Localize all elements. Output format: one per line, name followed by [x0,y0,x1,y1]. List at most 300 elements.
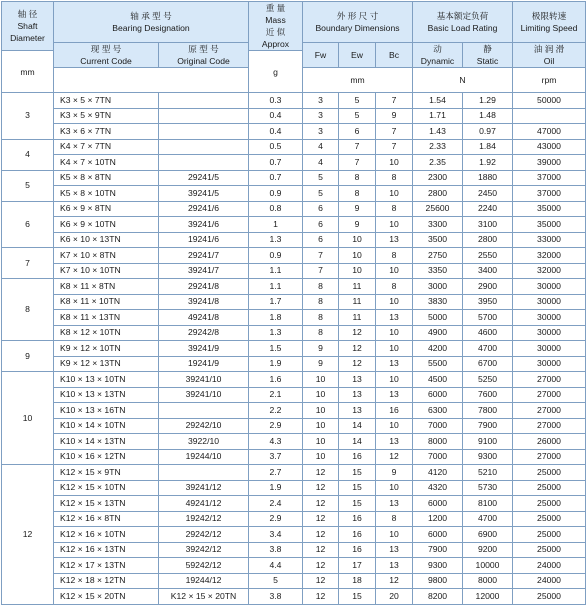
original-code-cell: 39241/10 [159,372,249,388]
mass-cell: 0.8 [249,201,303,217]
speed-cell: 39000 [513,155,586,171]
fw-cell: 7 [303,248,339,264]
current-code-cell: K12 × 17 × 13TN [54,558,159,574]
bc-cell: 10 [376,418,413,434]
mass-cell: 2.1 [249,387,303,403]
shaft-cell: 10 [2,372,54,465]
static-cell: 4700 [463,341,513,357]
fw-cell: 4 [303,139,339,155]
fw-cell: 10 [303,387,339,403]
speed-header-zh: 极限转速 [531,11,567,21]
speed-header-en: Limiting Speed [520,23,578,33]
dynamic-cell: 2300 [413,170,463,186]
table-row [2,341,586,357]
table-row [2,542,586,558]
static-cell: 9100 [463,434,513,450]
ew-cell: 11 [339,279,376,295]
current-code-cell: K12 × 15 × 13TN [54,496,159,512]
static-cell: 3950 [463,294,513,310]
fw-cell: 10 [303,403,339,419]
dynamic-cell: 7900 [413,542,463,558]
speed-cell: 27000 [513,372,586,388]
fw-cell: 5 [303,186,339,202]
static-cell: 10000 [463,558,513,574]
static-cell: 2900 [463,279,513,295]
current-code-cell: K6 × 9 × 10TN [54,217,159,233]
current-code-cell: K6 × 9 × 8TN [54,201,159,217]
static-cell: 2450 [463,186,513,202]
bc-cell: 13 [376,387,413,403]
speed-cell: 27000 [513,449,586,465]
table-row [2,170,586,186]
designation-unit [54,68,249,93]
static-cell: 2240 [463,201,513,217]
ew-cell: 9 [339,201,376,217]
speed-cell: 30000 [513,279,586,295]
mass-cell: 4.4 [249,558,303,574]
bc-cell: 8 [376,201,413,217]
speed-header [513,2,586,43]
speed-cell: 37000 [513,170,586,186]
original-code-cell: 19244/12 [159,573,249,589]
fw-cell: 8 [303,294,339,310]
current-code-cell: K9 × 12 × 13TN [54,356,159,372]
speed-cell: 30000 [513,356,586,372]
bc-cell: 8 [376,279,413,295]
dynamic-cell: 1.43 [413,124,463,140]
current-code-cell: K4 × 7 × 7TN [54,139,159,155]
boundary-header [303,2,413,43]
fw-cell: 7 [303,263,339,279]
bc-cell: 8 [376,248,413,264]
original-code-cell: 39241/10 [159,387,249,403]
dynamic-cell: 3500 [413,232,463,248]
current-code-cell: K12 × 16 × 8TN [54,511,159,527]
ew-cell: 8 [339,170,376,186]
current-code-cell: K5 × 8 × 10TN [54,186,159,202]
shaft-cell: 8 [2,279,54,341]
table-row [2,372,586,388]
mass-cell: 1.1 [249,263,303,279]
speed-cell: 25000 [513,589,586,605]
shaft-header-en2: Diameter [10,33,45,43]
fw-cell: 12 [303,589,339,605]
speed-cell: 25000 [513,542,586,558]
fw-cell: 12 [303,465,339,481]
static-cell: 1880 [463,170,513,186]
mass-cell: 1.9 [249,480,303,496]
bc-cell: 16 [376,403,413,419]
current-code-cell: K7 × 10 × 10TN [54,263,159,279]
mass-cell: 4.3 [249,434,303,450]
bc-cell: 7 [376,124,413,140]
speed-cell: 35000 [513,201,586,217]
ew-cell: 5 [339,93,376,109]
original-code-cell: 19244/10 [159,449,249,465]
table-body [2,93,586,605]
bc-cell: 12 [376,449,413,465]
dynamic-cell: 2750 [413,248,463,264]
static-cell: 5730 [463,480,513,496]
static-cell: 6900 [463,527,513,543]
ew-cell: 9 [339,217,376,233]
speed-cell: 32000 [513,263,586,279]
ew-cell: 16 [339,527,376,543]
current-code-cell: K8 × 11 × 10TN [54,294,159,310]
table-row [2,387,586,403]
ew-cell: 16 [339,449,376,465]
ew-cell: 12 [339,341,376,357]
static-cell: 1.48 [463,108,513,124]
original-code-cell: 19242/12 [159,511,249,527]
table-row [2,93,586,109]
mass-cell: 0.5 [249,139,303,155]
original-code-cell: 29241/8 [159,279,249,295]
speed-cell: 47000 [513,124,586,140]
static-cell: 1.29 [463,93,513,109]
ew-cell: 15 [339,496,376,512]
current-code-cell: K10 × 16 × 12TN [54,449,159,465]
table-row [2,124,586,140]
ew-cell: 16 [339,511,376,527]
speed-cell: 30000 [513,325,586,341]
ew-cell: 11 [339,310,376,326]
ew-cell: 10 [339,248,376,264]
mass-unit: g [249,51,303,93]
dynamic-cell: 3350 [413,263,463,279]
current-code-cell: K12 × 15 × 20TN [54,589,159,605]
speed-cell: 26000 [513,434,586,450]
speed-cell: 24000 [513,558,586,574]
load-header-en: Basic Load Rating [427,23,498,33]
static-cell: 8100 [463,496,513,512]
original-code-cell: 39242/12 [159,542,249,558]
table-row [2,480,586,496]
original-code-cell [159,465,249,481]
fw-cell: 10 [303,449,339,465]
speed-cell [513,108,586,124]
fw-cell: 12 [303,480,339,496]
bc-cell: 10 [376,325,413,341]
mass-cell: 0.7 [249,170,303,186]
fw-header: Fw [303,43,339,68]
speed-cell: 24000 [513,573,586,589]
static-cell: 7800 [463,403,513,419]
current-code-cell: K10 × 13 × 13TN [54,387,159,403]
table-row [2,403,586,419]
shaft-header [2,2,54,51]
current-code-cell: K3 × 6 × 7TN [54,124,159,140]
dynamic-cell: 2800 [413,186,463,202]
dynamic-cell: 8000 [413,434,463,450]
dynamic-cell: 4200 [413,341,463,357]
speed-cell: 30000 [513,341,586,357]
ew-cell: 12 [339,325,376,341]
dynamic-cell: 9300 [413,558,463,574]
static-header-zh: 静 [483,44,492,54]
ew-cell: 15 [339,589,376,605]
static-header [463,43,513,68]
current-code-cell: K9 × 12 × 10TN [54,341,159,357]
bc-cell: 10 [376,480,413,496]
current-code-cell: K3 × 5 × 9TN [54,108,159,124]
speed-cell: 35000 [513,217,586,233]
mass-cell: 3.8 [249,542,303,558]
bc-cell: 13 [376,542,413,558]
shaft-cell: 3 [2,93,54,140]
fw-cell: 3 [303,124,339,140]
fw-cell: 6 [303,217,339,233]
mass-cell: 1.5 [249,341,303,357]
bc-cell: 7 [376,139,413,155]
bc-cell: 13 [376,558,413,574]
dynamic-header-en: Dynamic [420,56,455,66]
bc-cell: 12 [376,573,413,589]
shaft-cell: 5 [2,170,54,201]
table-row [2,201,586,217]
table-row [2,496,586,512]
fw-cell: 12 [303,542,339,558]
mass-cell: 2.9 [249,418,303,434]
mass-cell: 1.3 [249,232,303,248]
fw-cell: 6 [303,232,339,248]
mass-cell: 2.4 [249,496,303,512]
fw-cell: 12 [303,558,339,574]
table-row [2,263,586,279]
dynamic-cell: 6000 [413,496,463,512]
current-code-cell: K8 × 12 × 10TN [54,325,159,341]
table-row [2,325,586,341]
original-code-cell: 39241/6 [159,217,249,233]
original-code-header [159,43,249,68]
fw-cell: 5 [303,170,339,186]
bearing-spec-table [1,1,586,605]
bc-cell: 10 [376,155,413,171]
current-code-cell: K10 × 13 × 16TN [54,403,159,419]
current-code-cell: K10 × 14 × 10TN [54,418,159,434]
mass-cell: 1.3 [249,325,303,341]
mass-cell: 1.7 [249,294,303,310]
fw-cell: 8 [303,325,339,341]
table-row [2,356,586,372]
bc-cell: 10 [376,294,413,310]
fw-cell: 8 [303,310,339,326]
oil-header-en: Oil [543,56,555,66]
original-code-cell: 49241/12 [159,496,249,512]
table-row [2,294,586,310]
speed-cell: 50000 [513,93,586,109]
mass-cell: 1.6 [249,372,303,388]
load-unit: N [413,68,513,93]
ew-header: Ew [339,43,376,68]
table-row [2,139,586,155]
current-code-cell: K12 × 15 × 10TN [54,480,159,496]
mass-header-zh1: 重 量 [265,3,286,13]
mass-header-zh2: 近 似 [265,27,286,37]
shaft-header-en1: Shaft [17,21,38,31]
dynamic-cell: 3000 [413,279,463,295]
original-code-cell: 3922/10 [159,434,249,450]
fw-cell: 4 [303,155,339,171]
fw-cell: 10 [303,434,339,450]
current-code-cell: K10 × 13 × 10TN [54,372,159,388]
speed-cell: 37000 [513,186,586,202]
static-cell: 3100 [463,217,513,233]
designation-header-zh: 轴 承 型 号 [130,11,172,21]
ew-cell: 15 [339,480,376,496]
static-cell: 5700 [463,310,513,326]
static-cell: 1.92 [463,155,513,171]
fw-cell: 3 [303,108,339,124]
dynamic-cell: 9800 [413,573,463,589]
current-code-cell: K12 × 15 × 9TN [54,465,159,481]
table-row [2,511,586,527]
dynamic-cell: 5500 [413,356,463,372]
bc-cell: 13 [376,496,413,512]
static-cell: 3400 [463,263,513,279]
static-cell: 5210 [463,465,513,481]
current-code-cell: K3 × 5 × 7TN [54,93,159,109]
original-code-cell: 19241/9 [159,356,249,372]
current-code-header [54,43,159,68]
mass-header-en2: Approx [261,39,290,49]
fw-cell: 8 [303,279,339,295]
load-header [413,2,513,43]
mass-cell: 3.4 [249,527,303,543]
bc-cell: 10 [376,186,413,202]
original-code-header-en: Original Code [177,56,230,66]
table-row [2,465,586,481]
fw-cell: 12 [303,527,339,543]
speed-cell: 25000 [513,496,586,512]
ew-cell: 14 [339,418,376,434]
dynamic-cell: 8200 [413,589,463,605]
oil-header [513,43,586,68]
ew-cell: 13 [339,387,376,403]
dynamic-cell: 2.35 [413,155,463,171]
ew-cell: 7 [339,139,376,155]
static-cell: 9200 [463,542,513,558]
speed-cell: 33000 [513,232,586,248]
ew-cell: 10 [339,232,376,248]
current-code-cell: K8 × 11 × 8TN [54,279,159,295]
bc-cell: 20 [376,589,413,605]
speed-unit: rpm [513,68,586,93]
mass-cell: 3.7 [249,449,303,465]
dynamic-cell: 6000 [413,387,463,403]
fw-cell: 6 [303,201,339,217]
speed-cell: 27000 [513,387,586,403]
dynamic-cell: 4500 [413,372,463,388]
mass-cell: 5 [249,573,303,589]
static-cell: 2550 [463,248,513,264]
current-code-cell: K5 × 8 × 8TN [54,170,159,186]
shaft-header-zh: 轴 径 [17,9,38,19]
shaft-cell: 9 [2,341,54,372]
mass-cell: 0.9 [249,248,303,264]
dynamic-cell: 3300 [413,217,463,233]
dynamic-cell: 4320 [413,480,463,496]
table-row [2,217,586,233]
original-code-cell: 29242/8 [159,325,249,341]
bc-cell: 10 [376,217,413,233]
speed-cell: 25000 [513,465,586,481]
mass-cell: 0.4 [249,108,303,124]
static-cell: 6700 [463,356,513,372]
fw-cell: 9 [303,341,339,357]
dynamic-cell: 1200 [413,511,463,527]
dynamic-cell: 1.71 [413,108,463,124]
original-code-cell: K12 × 15 × 20TN [159,589,249,605]
original-code-cell: 29241/5 [159,170,249,186]
mass-cell: 0.9 [249,186,303,202]
speed-cell: 25000 [513,527,586,543]
current-code-cell: K10 × 14 × 13TN [54,434,159,450]
current-code-cell: K7 × 10 × 8TN [54,248,159,264]
table-row [2,527,586,543]
dynamic-cell: 6300 [413,403,463,419]
static-cell: 4600 [463,325,513,341]
table-row [2,186,586,202]
mass-cell: 0.7 [249,155,303,171]
current-code-cell: K12 × 18 × 12TN [54,573,159,589]
boundary-unit: mm [303,68,413,93]
dynamic-cell: 4120 [413,465,463,481]
static-cell: 0.97 [463,124,513,140]
speed-cell: 30000 [513,310,586,326]
ew-cell: 10 [339,263,376,279]
original-code-cell: 49241/8 [159,310,249,326]
mass-cell: 0.3 [249,93,303,109]
static-cell: 1.84 [463,139,513,155]
speed-cell: 32000 [513,248,586,264]
mass-cell: 2.2 [249,403,303,419]
dynamic-header [413,43,463,68]
ew-cell: 13 [339,403,376,419]
current-code-header-en: Current Code [80,56,132,66]
original-code-cell: 39241/9 [159,341,249,357]
dynamic-cell: 6000 [413,527,463,543]
speed-cell: 30000 [513,294,586,310]
bc-cell: 7 [376,93,413,109]
bc-cell: 8 [376,511,413,527]
original-code-cell [159,108,249,124]
original-code-cell: 39241/12 [159,480,249,496]
original-code-header-zh: 原 型 号 [188,44,219,54]
static-cell: 5250 [463,372,513,388]
mass-cell: 1.8 [249,310,303,326]
table-row [2,248,586,264]
table-row [2,573,586,589]
table-row [2,449,586,465]
original-code-cell: 19241/6 [159,232,249,248]
fw-cell: 12 [303,496,339,512]
current-code-cell: K4 × 7 × 10TN [54,155,159,171]
bc-cell: 13 [376,232,413,248]
dynamic-cell: 4900 [413,325,463,341]
ew-cell: 8 [339,186,376,202]
bc-cell: 9 [376,108,413,124]
speed-cell: 25000 [513,511,586,527]
current-code-cell: K8 × 11 × 13TN [54,310,159,326]
mass-cell: 1.1 [249,279,303,295]
bc-cell: 10 [376,341,413,357]
fw-cell: 12 [303,573,339,589]
static-header-en: Static [476,56,499,66]
mass-cell: 1.9 [249,356,303,372]
static-cell: 7600 [463,387,513,403]
original-code-cell [159,139,249,155]
